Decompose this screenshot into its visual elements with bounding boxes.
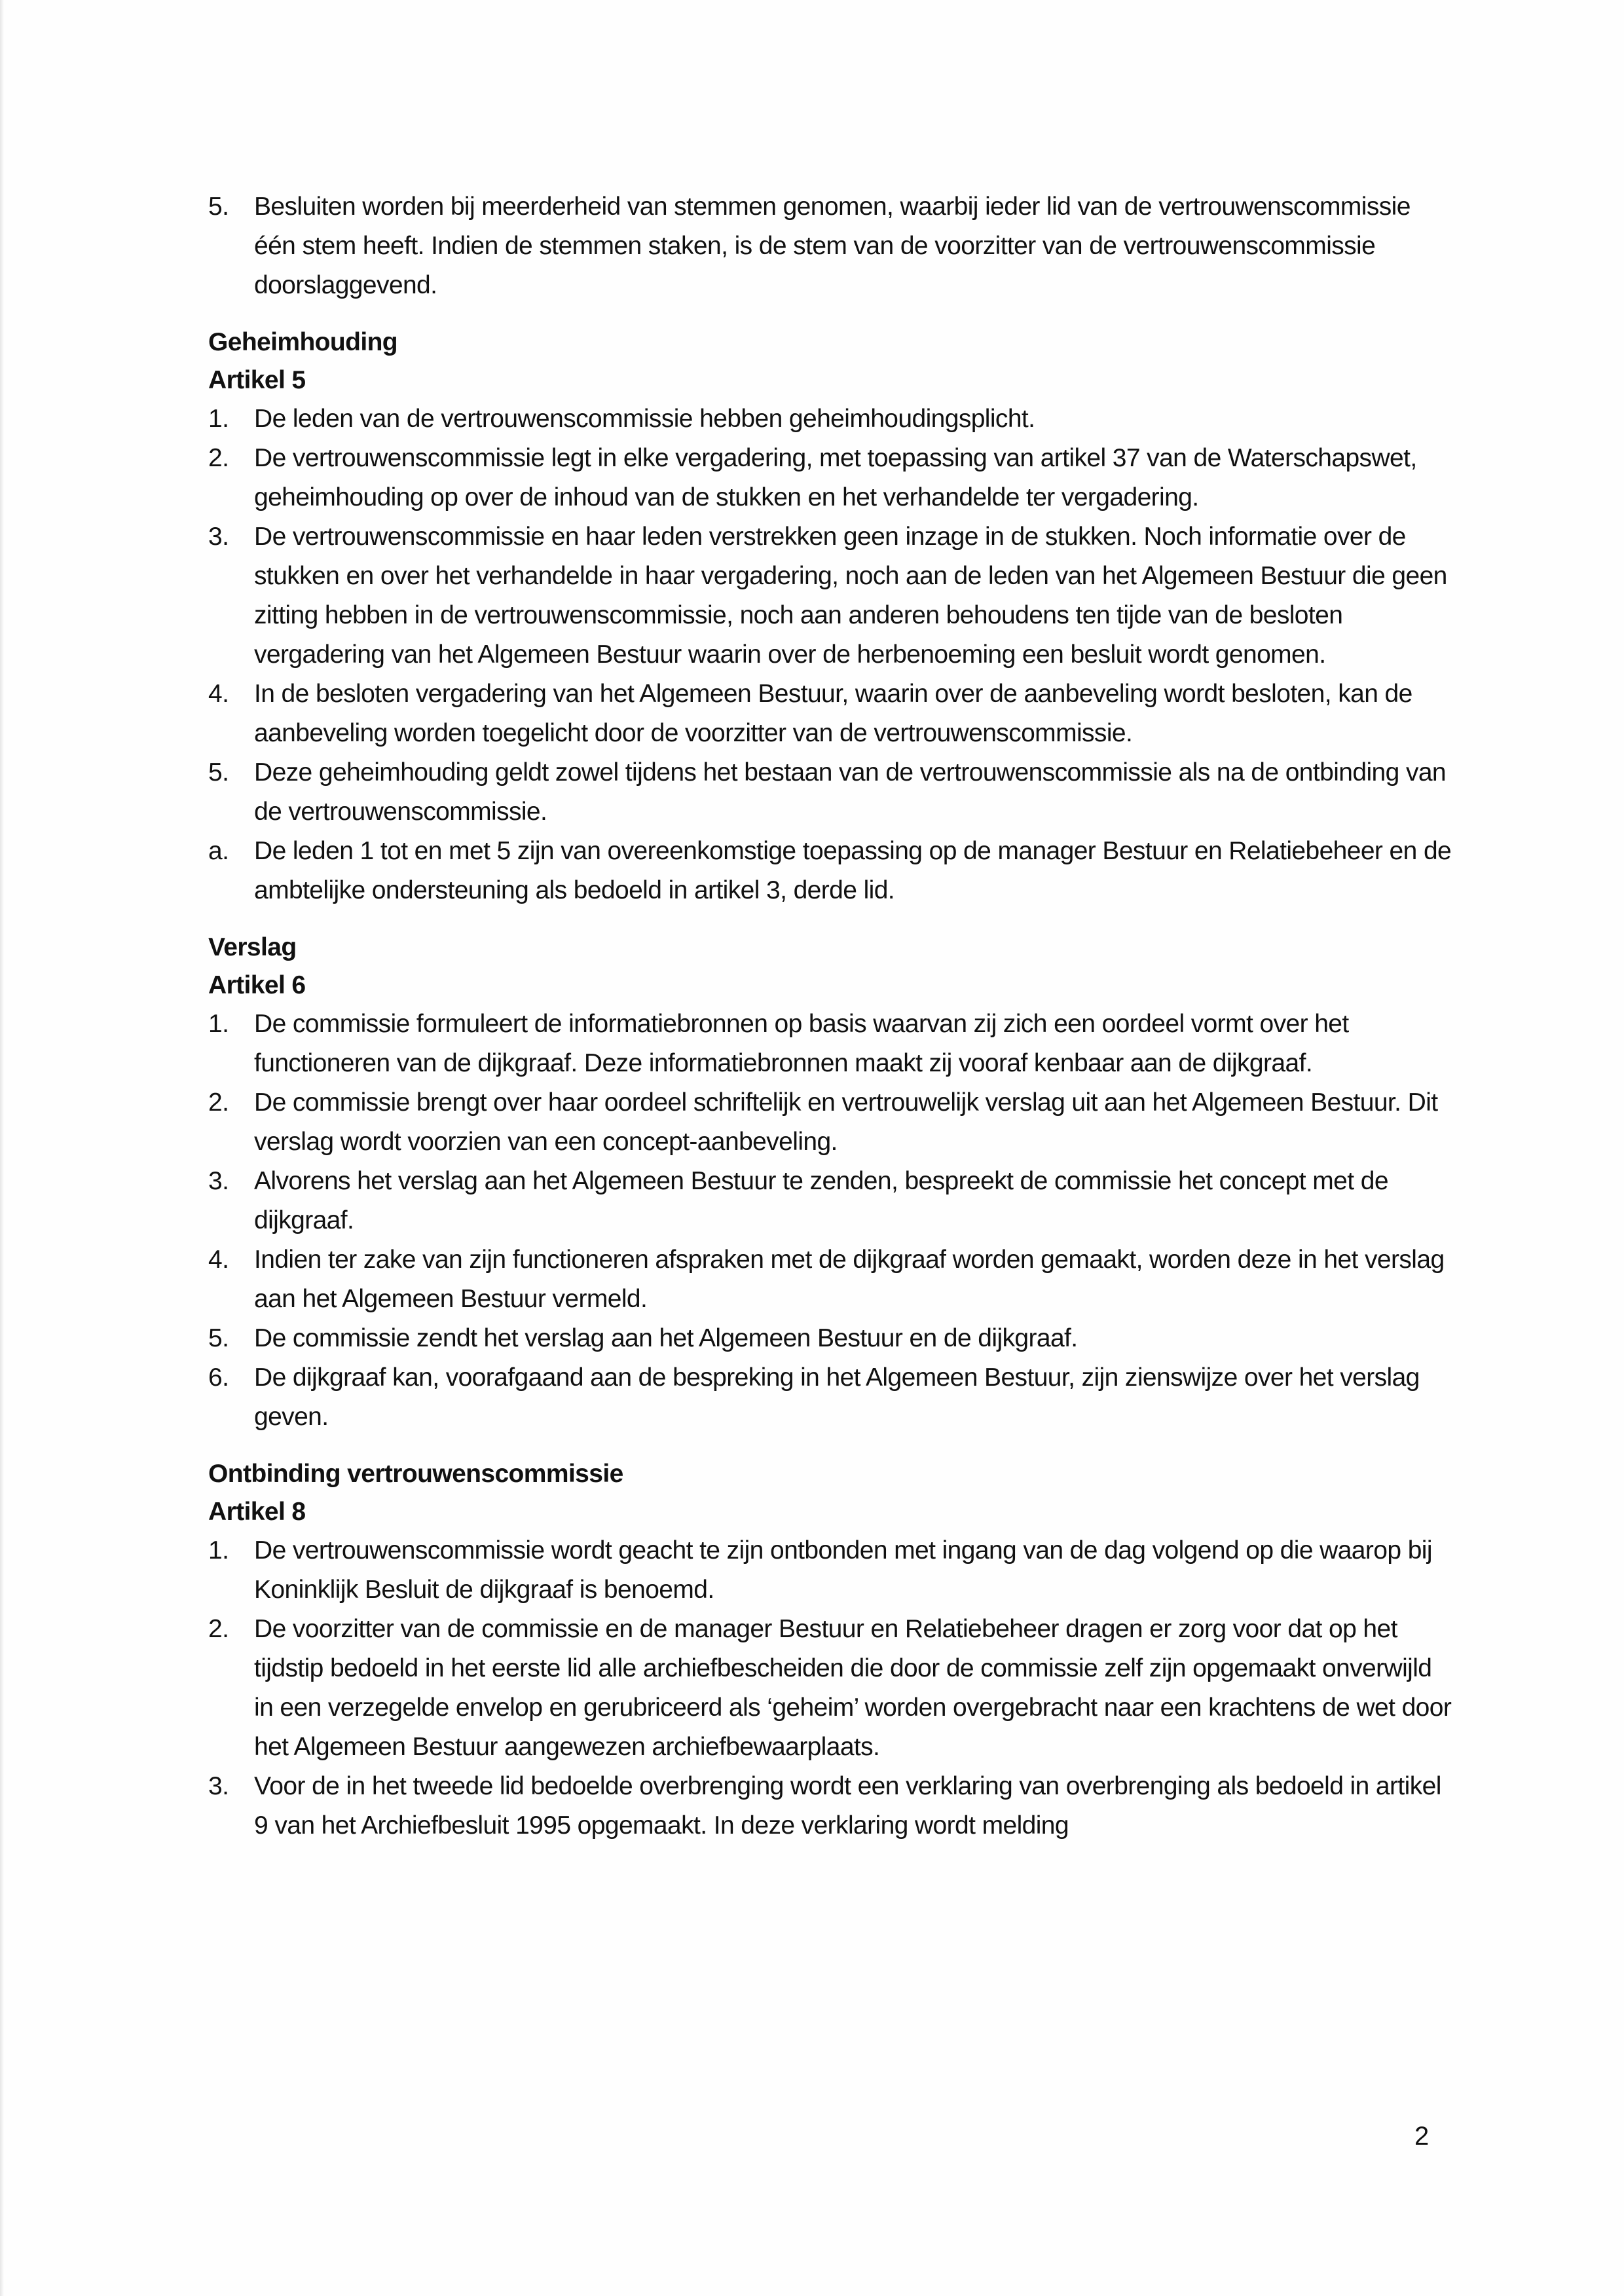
item-text: In de besloten vergadering van het Algemeen Bestuur, waarin over de aanbeveling wordt besloten, kan de aanbeveling worden toegelicht door de voorzitter van de vertrouwenscommissie. [254, 680, 1412, 747]
item-text: Deze geheimhouding geldt zowel tijdens het bestaan van de vertrouwenscommissie als na de ontbinding van de vertrouwenscommissie. [254, 758, 1447, 826]
item-number: 6. [208, 1363, 229, 1392]
item-text: De voorzitter van de commissie en de manager Bestuur en Relatiebeheer dragen er zorg voor dat op het tijdstip bedoeld in het eerste lid alle archiefbescheiden die door de commissie zelf zijn opgemaakt onverwijld in een verzegelde envelop en gerubriceerd als ‘geheim’ worden overgebracht naar een krachtens de wet door het Algemeen Bestuur aangewezen archiefbewaarplaats. [254, 1615, 1452, 1761]
item-text: Voor de in het tweede lid bedoelde overbrenging wordt een verklaring van overbrenging als bedoeld in artikel 9 van het Archiefbesluit 1995 opgemaakt. In deze verklaring wordt melding [254, 1772, 1441, 1840]
list-item [208, 1162, 1452, 1240]
item-number: 1. [208, 1010, 229, 1038]
list-item [208, 1240, 1452, 1319]
item-text: De leden 1 tot en met 5 zijn van overeenkomstige toepassing op de manager Bestuur en Relatiebeheer en de ambtelijke ondersteuning als bedoeld in artikel 3, derde lid. [254, 837, 1452, 904]
list-item [208, 1610, 1452, 1767]
scan-edge [0, 0, 4, 2296]
article-title: Artikel 6 [208, 971, 306, 999]
list-item [208, 1358, 1452, 1437]
list-item [208, 517, 1452, 675]
item-number: 5. [208, 1324, 229, 1352]
item-number: 2. [208, 1615, 229, 1643]
item-text: De commissie brengt over haar oordeel schriftelijk en vertrouwelijk verslag uit aan het Algemeen Bestuur. Dit verslag wordt voorzien van een concept-aanbeveling. [254, 1088, 1438, 1156]
item-number: 1. [208, 1536, 229, 1565]
list-item [208, 1531, 1452, 1610]
item-text: De commissie formuleert de informatiebronnen op basis waarvan zij zich een oordeel vormt over het functioneren van de dijkgraaf. Deze informatiebronnen maakt zij vooraf kenbaar aan de dijkgraaf. [254, 1010, 1349, 1077]
article-title: Artikel 8 [208, 1498, 306, 1526]
item-text: Indien ter zake van zijn functioneren afspraken met de dijkgraaf worden gemaakt, worden deze in het verslag aan het Algemeen Bestuur vermeld. [254, 1246, 1445, 1313]
item-text: De vertrouwenscommissie en haar leden verstrekken geen inzage in de stukken. Noch informatie over de stukken en over het verhandelde in haar vergadering, noch aan de leden van het Algemeen Bestuur die geen zitting hebben in de vertrouwenscommissie, noch aan anderen behoudens ten tijde van de besloten vergadering van het Algemeen Bestuur waarin over de herbenoeming een besluit wordt genomen. [254, 523, 1447, 669]
list-item [208, 1083, 1452, 1162]
item-text: Besluiten worden bij meerderheid van stemmen genomen, waarbij ieder lid van de vertrouwenscommissie één stem heeft. Indien de stemmen staken, is de stem van de voorzitter van de vertrouwenscommissie doorslaggevend. [254, 193, 1411, 299]
list-item [208, 1319, 1452, 1358]
section-geheimhouding [208, 324, 1452, 910]
section-title: Geheimhouding [208, 328, 398, 356]
item-number: 3. [208, 1167, 229, 1195]
item-text: Alvorens het verslag aan het Algemeen Bestuur te zenden, bespreekt de commissie het concept met de dijkgraaf. [254, 1167, 1388, 1234]
item-number: 2. [208, 1088, 229, 1117]
list-item [208, 675, 1452, 753]
item-text: De vertrouwenscommissie legt in elke vergadering, met toepassing van artikel 37 van de Waterschapswet, geheimhouding op over de inhoud van de stukken en het verhandelde ter vergadering. [254, 444, 1417, 511]
item-number: 5. [208, 193, 229, 221]
list-item [208, 1767, 1452, 1845]
item-number: 5. [208, 758, 229, 787]
item-number: 1. [208, 405, 229, 433]
list-item [208, 1005, 1452, 1083]
document-body [208, 187, 1452, 1845]
item-text: De dijkgraaf kan, voorafgaand aan de bespreking in het Algemeen Bestuur, zijn zienswijze over het verslag geven. [254, 1363, 1420, 1431]
section-title: Ontbinding vertrouwenscommissie [208, 1460, 623, 1488]
item-number: 4. [208, 1246, 229, 1274]
item-number: a. [208, 837, 229, 865]
list-item [208, 832, 1452, 910]
list-item [208, 439, 1452, 517]
item-number: 2. [208, 444, 229, 472]
item-text: De commissie zendt het verslag aan het Algemeen Bestuur en de dijkgraaf. [254, 1324, 1078, 1352]
section-continuation [208, 187, 1452, 305]
item-number: 3. [208, 523, 229, 551]
item-number: 4. [208, 680, 229, 708]
page-number: 2 [1414, 2122, 1430, 2151]
section-ontbinding [208, 1455, 1452, 1845]
item-text: De vertrouwenscommissie wordt geacht te zijn ontbonden met ingang van de dag volgend op die waarop bij Koninklijk Besluit de dijkgraaf is benoemd. [254, 1536, 1432, 1604]
section-title: Verslag [208, 933, 297, 961]
list-item [208, 753, 1452, 832]
list-item [208, 399, 1452, 439]
article-title: Artikel 5 [208, 366, 306, 394]
section-verslag [208, 929, 1452, 1437]
item-number: 3. [208, 1772, 229, 1800]
item-text: De leden van de vertrouwenscommissie hebben geheimhoudingsplicht. [254, 405, 1035, 433]
list-item [208, 187, 1452, 305]
